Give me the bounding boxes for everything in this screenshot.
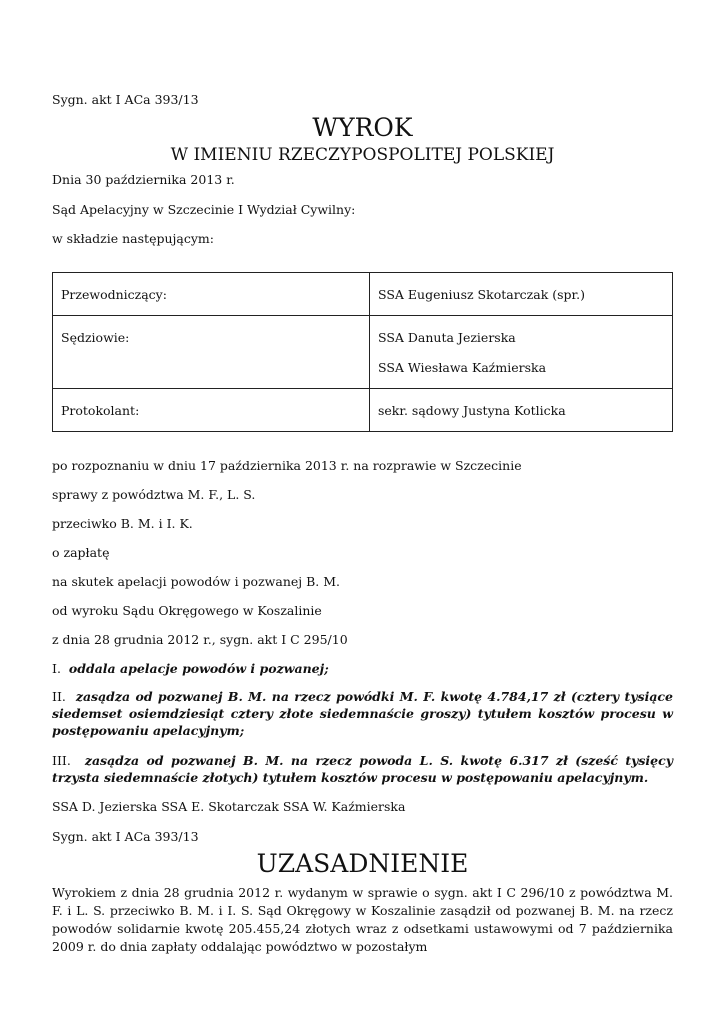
judges-signatures: SSA D. Jezierska SSA E. Skotarczak SSA W. Kaźmierska (52, 799, 406, 814)
proceedings-line: z dnia 28 grudnia 2012 r., sygn. akt I C 295/10 (52, 632, 348, 647)
clerk-name-cell (370, 389, 673, 432)
presiding-name: SSA Eugeniusz Skotarczak (spr.) (378, 287, 586, 302)
justification-title: UZASADNIENIE (256, 849, 469, 878)
table-row (53, 389, 673, 432)
proceedings-line: o zapłatę (52, 545, 110, 560)
judgment-subtitle: W IMIENIU RZECZYPOSPOLITEJ POLSKIEJ (170, 145, 555, 165)
presiding-role-cell (53, 273, 370, 316)
clerk-role: Protokolant: (61, 403, 140, 418)
table-row (53, 316, 673, 389)
ruling-point-1 (52, 660, 673, 677)
justification-paragraph: Wyrokiem z dnia 28 grudnia 2012 r. wydanym w sprawie o sygn. akt I C 296/10 z powództwa M. F. i L. S. przeciwko B. M. i I. S. Sąd Okręgowy w Koszalinie zasądził od pozwanej B. M. na rzecz powodów solidarnie kwotę 205.455,24 złotych wraz z odsetkami ustawowymi od 7 października 2009 r. do dnia zapłaty oddalając powództwo w pozostałym (52, 885, 673, 954)
ruling-number: III. (52, 753, 71, 768)
proceedings-line: na skutek apelacji powodów i pozwanej B. M. (52, 574, 341, 589)
presiding-name-cell (370, 273, 673, 316)
ruling-number: II. (52, 689, 66, 704)
judge-name-1: SSA Danuta Jezierska (378, 330, 516, 345)
composition-table (52, 272, 673, 432)
ruling-text: zasądza od pozwanej B. M. na rzecz powoda L. S. kwotę 6.317 zł (sześć tysięcy trzysta siedemnaście złotych) tytułem kosztów procesu w postępowaniu apelacyjnym. (52, 753, 673, 785)
judges-role: Sędziowie: (61, 330, 130, 345)
court-name: Sąd Apelacyjny w Szczecinie I Wydział Cywilny: (52, 202, 356, 217)
ruling-text: oddala apelacje powodów i pozwanej; (68, 661, 329, 676)
judge-name-2: SSA Wiesława Kaźmierska (378, 360, 547, 375)
judges-role-cell (53, 316, 370, 389)
composition-intro: w składzie następującym: (52, 231, 214, 246)
case-signature-bottom: Sygn. akt I ACa 393/13 (52, 829, 199, 844)
proceedings-line: przeciwko B. M. i I. K. (52, 516, 193, 531)
proceedings-line: sprawy z powództwa M. F., L. S. (52, 487, 256, 502)
ruling-number: I. (52, 661, 61, 676)
clerk-name: sekr. sądowy Justyna Kotlicka (378, 403, 566, 418)
ruling-text: zasądza od pozwanej B. M. na rzecz powódki M. F. kwotę 4.784,17 zł (cztery tysiące siedemset osiemdziesiąt cztery złote siedemnaście groszy) tytułem kosztów procesu w postępowaniu apelacyjnym; (52, 689, 674, 738)
ruling-point-3 (52, 752, 673, 786)
judges-names-cell (370, 316, 673, 389)
proceedings-line: po rozpoznaniu w dniu 17 października 2013 r. na rozprawie w Szczecinie (52, 458, 522, 473)
presiding-role: Przewodniczący: (61, 287, 167, 302)
judgment-title: WYROK (312, 113, 413, 142)
table-row (53, 273, 673, 316)
proceedings-line: od wyroku Sądu Okręgowego w Koszalinie (52, 603, 322, 618)
case-signature-top: Sygn. akt I ACa 393/13 (52, 92, 199, 107)
clerk-role-cell (53, 389, 370, 432)
judgment-date: Dnia 30 października 2013 r. (52, 172, 235, 187)
ruling-point-2 (52, 688, 673, 739)
